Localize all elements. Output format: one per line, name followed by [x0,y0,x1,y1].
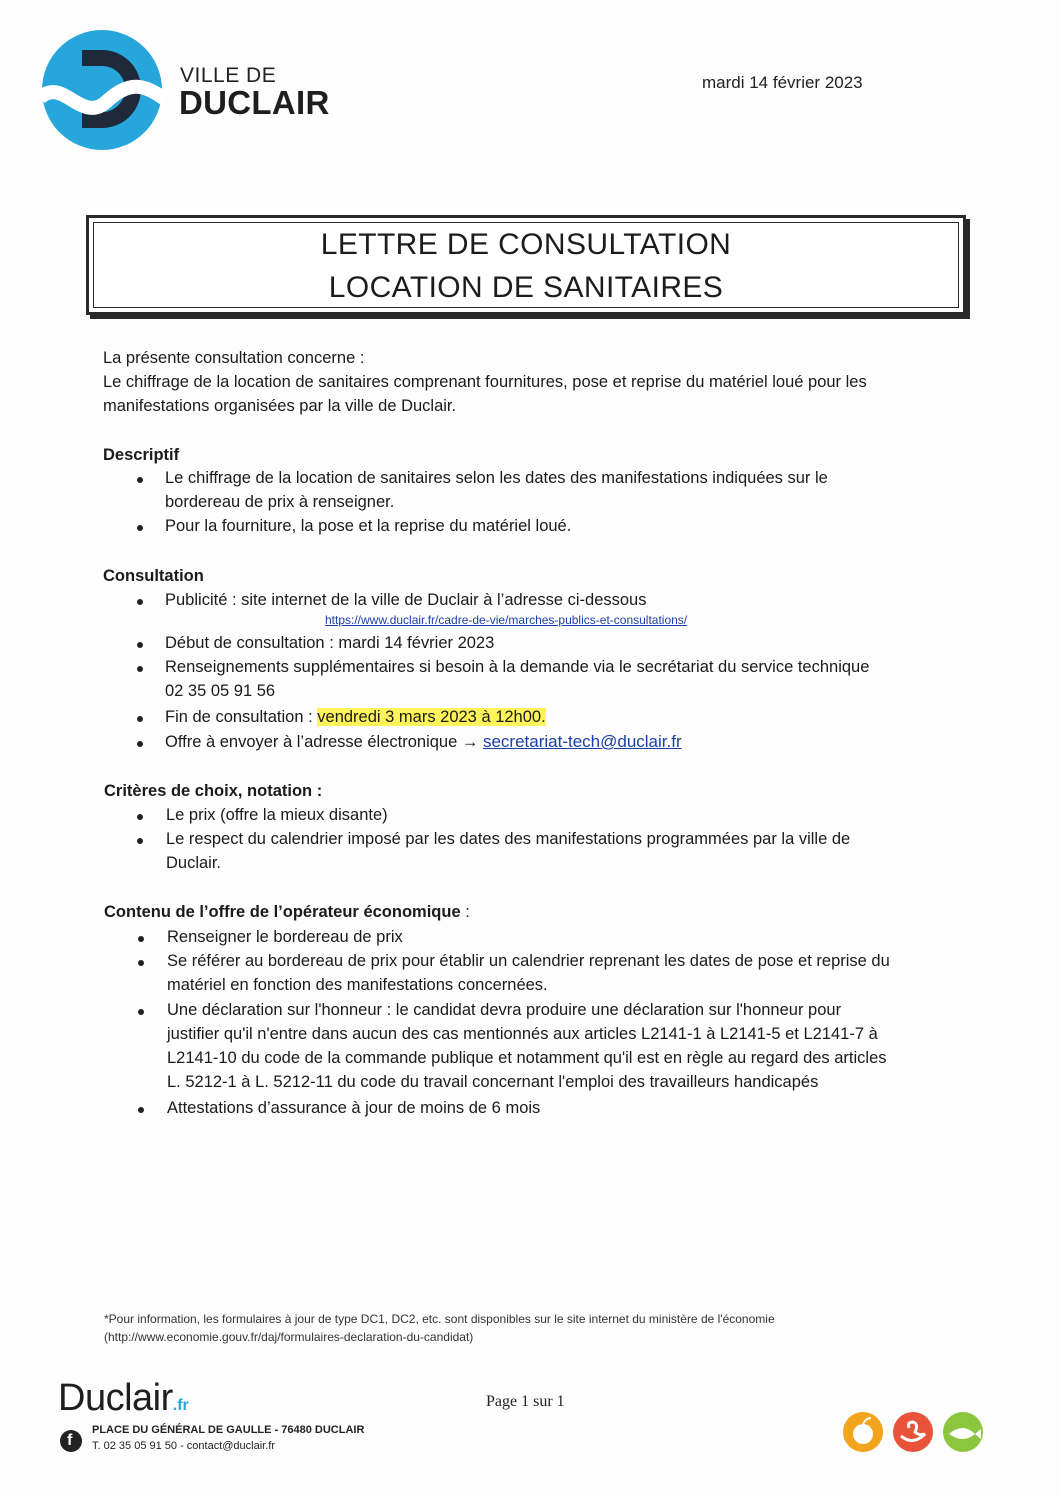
list-item-text: Une déclaration sur l'honneur : le candidat devra produire une déclaration sur l'honneur pour [167,1001,842,1019]
list-item-text: Renseigner le bordereau de prix [167,928,403,946]
page-number: Page 1 sur 1 [486,1393,565,1410]
list-item-text: justifier qu'il n'entre dans aucun des cas mentionnés aux articles L2141-1 à L2141-5 et L2141-7 à [167,1025,878,1043]
offer-label: Offre à envoyer à l’adresse électronique → [165,733,483,751]
list-item-text: Renseignements supplémentaires si besoin à la demande via le secrétariat du service technique [165,658,870,676]
title-line-1: LETTRE DE CONSULTATION [320,228,732,261]
list-item-text: Le chiffrage de la location de sanitaires selon les dates des manifestations indiquées sur le [165,469,828,487]
bullet-icon [137,477,143,483]
phone-number: 02 35 05 91 56 [165,682,276,700]
swan-icon [893,1412,933,1452]
bullet-icon [137,716,143,722]
duclair-logo-icon [40,28,168,152]
list-item-text: L. 5212-1 à L. 5212-11 du code du travail concernant l'emploi des travailleurs handicapés [167,1073,819,1091]
footnote-line: *Pour information, les formulaires à jour de type DC1, DC2, etc. sont disponibles sur le site internet du ministère de l'économie [104,1312,775,1326]
logo-ville-text: VILLE DE [180,64,277,87]
fish-icon [943,1412,983,1452]
intro-line: Le chiffrage de la location de sanitaires comprenant fournitures, pose et reprise du matériel loué pour les [103,373,867,391]
bullet-icon [137,525,143,531]
section-heading-criteres: Critères de choix, notation : [104,782,323,800]
bullet-icon [138,960,144,966]
footer-brand [58,1377,189,1420]
list-item-text: Le prix (offre la mieux disante) [166,806,388,824]
list-item-text: bordereau de prix à renseigner. [165,493,395,511]
list-item-text [165,705,546,729]
list-item-text: L2141-10 du code de la commande publique et notamment qu'il est en règle au regard des articles [167,1049,887,1067]
list-item-text: Le respect du calendrier imposé par les dates des manifestations programmées par la ville de [166,830,851,848]
footer-brand-name: Duclair [58,1377,173,1419]
letter-date: mardi 14 février 2023 [702,73,863,92]
intro-line: manifestations organisées par la ville de Duclair. [103,397,457,415]
list-item-text: Début de consultation : mardi 14 février 2023 [165,634,495,652]
logo-city-name: DUCLAIR [179,84,330,121]
apple-icon [843,1412,883,1452]
title-line-2: LOCATION DE SANITAIRES [328,271,724,304]
bullet-icon [137,599,143,605]
intro-line: La présente consultation concerne : [103,349,365,367]
facebook-icon[interactable]: f [60,1430,82,1452]
list-item-text: Attestations d’assurance à jour de moins de 6 mois [167,1099,541,1117]
consultation-url-link[interactable]: https://www.duclair.fr/cadre-de-vie/marches-publics-et-consultations/ [325,613,688,627]
bullet-icon [138,1009,144,1015]
section-heading-contenu [104,900,470,924]
footnote-line: (http://www.economie.gouv.fr/daj/formulaires-declaration-du-candidat) [104,1330,474,1344]
contenu-heading-text: Contenu de l’offre de l’opérateur économique [104,903,461,921]
title-box [86,215,966,315]
section-heading-descriptif: Descriptif [103,446,180,464]
offer-email-link[interactable]: secretariat-tech@duclair.fr [482,732,682,751]
bullet-icon [137,838,143,844]
deadline-label: Fin de consultation : [165,708,318,726]
list-item-text [165,730,682,754]
list-item-text: Duclair. [166,854,222,872]
deadline-highlight: vendredi 3 mars 2023 à 12h00. [317,708,546,726]
bullet-icon [137,741,143,747]
bullet-icon [138,936,144,942]
contenu-heading-suffix: : [460,903,470,921]
list-item-text: Publicité : site internet de la ville de Duclair à l’adresse ci-dessous [165,591,647,609]
footer-brand-suffix: .fr [172,1397,189,1414]
bullet-icon [137,666,143,672]
section-heading-consultation: Consultation [103,567,204,585]
footnote [104,1310,775,1346]
footer-address: PLACE DU GÉNÉRAL DE GAULLE - 76480 DUCLAIR [92,1424,365,1436]
list-item-text: Se référer au bordereau de prix pour établir un calendrier reprenant les dates de pose et reprise du [167,952,890,970]
list-item-text: matériel en fonction des manifestations concernées. [167,976,548,994]
bullet-icon [137,642,143,648]
bullet-icon [138,1107,144,1113]
bullet-icon [137,814,143,820]
list-item-text: Pour la fourniture, la pose et la reprise du matériel loué. [165,517,572,535]
footer-contact: T. 02 35 05 91 50 - contact@duclair.fr [92,1440,275,1452]
